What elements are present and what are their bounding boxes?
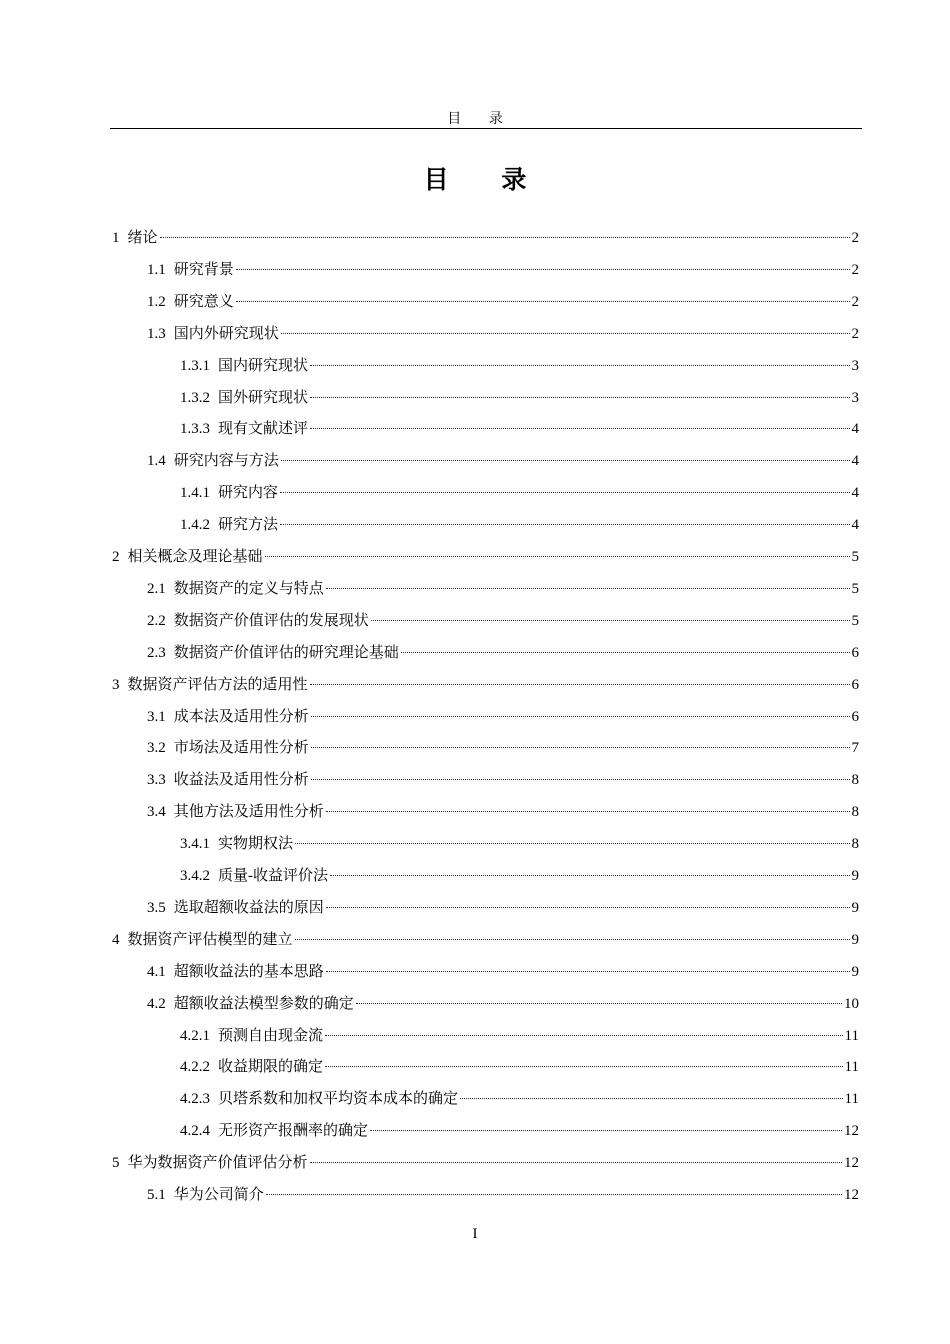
toc-entry[interactable] bbox=[147, 769, 859, 791]
toc-entry-title: 研究背景 bbox=[173, 261, 234, 278]
toc-entry-number: 1.3.3 bbox=[180, 421, 210, 438]
dot-leader bbox=[325, 1033, 843, 1036]
toc-entry[interactable] bbox=[180, 1088, 859, 1110]
toc-entry-page: 6 bbox=[851, 708, 859, 725]
toc-entry[interactable] bbox=[180, 865, 859, 887]
toc-entry-title: 其他方法及适用性分析 bbox=[173, 804, 324, 821]
toc-entry-title: 超额收益法模型参数的确定 bbox=[173, 995, 354, 1012]
dot-leader bbox=[280, 490, 849, 493]
toc-entry-page: 12 bbox=[844, 1123, 859, 1140]
dot-leader bbox=[326, 809, 850, 812]
dot-leader bbox=[295, 937, 850, 940]
toc-entry-page: 4 bbox=[851, 485, 859, 502]
toc-entry-page: 6 bbox=[851, 676, 859, 693]
dot-leader bbox=[326, 969, 850, 972]
toc-entry-title: 研究内容 bbox=[218, 485, 279, 502]
dot-leader bbox=[326, 586, 850, 589]
toc-entry[interactable] bbox=[112, 227, 859, 249]
toc-entry-number: 1 bbox=[112, 230, 120, 246]
toc-entry-number: 4.2.4 bbox=[180, 1123, 210, 1140]
toc-entry-number: 4.2.1 bbox=[180, 1027, 210, 1044]
dot-leader bbox=[236, 267, 850, 270]
toc-entry-page: 6 bbox=[851, 644, 859, 661]
toc-entry-page: 8 bbox=[851, 804, 859, 821]
toc-entry-page: 8 bbox=[851, 836, 859, 853]
toc-entry-number: 3.1 bbox=[147, 708, 166, 725]
toc-entry[interactable] bbox=[147, 610, 859, 632]
toc-entry-page: 9 bbox=[851, 963, 859, 980]
toc-entry-title: 无形资产报酬率的确定 bbox=[218, 1123, 369, 1140]
toc-entry[interactable] bbox=[180, 1056, 859, 1078]
toc-entry-number: 2.3 bbox=[147, 644, 166, 661]
toc-entry[interactable] bbox=[180, 387, 859, 409]
toc-entry[interactable] bbox=[147, 450, 859, 472]
toc-entry-number: 1.3 bbox=[147, 325, 166, 342]
toc-entry[interactable] bbox=[180, 514, 859, 536]
toc-entry-number: 2.2 bbox=[147, 612, 166, 629]
toc-entry[interactable] bbox=[147, 993, 859, 1015]
toc-entry-number: 3.4.1 bbox=[180, 836, 210, 853]
dot-leader bbox=[160, 235, 850, 238]
dot-leader bbox=[310, 426, 849, 429]
toc-entry-number: 3.5 bbox=[147, 899, 166, 916]
toc-entry[interactable] bbox=[147, 291, 859, 313]
dot-leader bbox=[330, 873, 850, 876]
toc-entry[interactable] bbox=[147, 737, 859, 759]
toc-entry-title: 现有文献述评 bbox=[218, 421, 309, 438]
toc-entry-title: 成本法及适用性分析 bbox=[173, 708, 309, 725]
toc-entry-number: 3.2 bbox=[147, 740, 166, 757]
dot-leader bbox=[266, 1192, 842, 1195]
toc-entry-title: 收益期限的确定 bbox=[218, 1059, 324, 1076]
dot-leader bbox=[265, 554, 850, 557]
toc-entry-title: 选取超额收益法的原因 bbox=[173, 899, 324, 916]
toc-entry-number: 3.4.2 bbox=[180, 868, 210, 884]
toc-entry-number: 1.4.2 bbox=[180, 517, 210, 534]
dot-leader bbox=[310, 363, 849, 366]
toc-entry-title: 国内外研究现状 bbox=[173, 325, 279, 342]
toc-entry-title: 质量-收益评价法 bbox=[218, 868, 328, 884]
toc-entry[interactable] bbox=[147, 706, 859, 728]
dot-leader bbox=[310, 395, 849, 398]
toc-entry[interactable] bbox=[112, 1152, 859, 1174]
toc-entry-page: 10 bbox=[844, 995, 859, 1012]
toc-entry-number: 4.2.3 bbox=[180, 1091, 210, 1108]
toc-entry[interactable] bbox=[147, 961, 859, 983]
toc-entry-page: 12 bbox=[844, 1155, 859, 1172]
toc-entry-number: 1.2 bbox=[147, 293, 166, 310]
dot-leader bbox=[326, 905, 850, 908]
dot-leader bbox=[370, 1128, 842, 1131]
page-number: I bbox=[472, 1226, 478, 1242]
toc-entry[interactable] bbox=[180, 482, 859, 504]
toc-entry-number: 3 bbox=[112, 676, 120, 693]
dot-leader bbox=[356, 1001, 842, 1004]
toc-entry-title: 数据资产价值评估的发展现状 bbox=[173, 612, 369, 629]
toc-entry[interactable] bbox=[112, 674, 859, 696]
toc-entry-page: 9 bbox=[851, 868, 859, 884]
toc-entry-title: 数据资产评估模型的建立 bbox=[127, 931, 293, 948]
toc-entry[interactable] bbox=[147, 323, 859, 345]
toc-entry-number: 5.1 bbox=[147, 1187, 166, 1203]
dot-leader bbox=[311, 714, 850, 717]
toc-entry-number: 2.1 bbox=[147, 580, 166, 597]
toc-entry-number: 4.2 bbox=[147, 995, 166, 1012]
toc-entry-title: 预测自由现金流 bbox=[218, 1027, 324, 1044]
toc-entry-page: 12 bbox=[844, 1187, 859, 1203]
toc-entry[interactable] bbox=[180, 355, 859, 377]
toc-entry-number: 1.4 bbox=[147, 453, 166, 470]
toc-entry-page: 8 bbox=[851, 772, 859, 789]
toc-entry-page: 2 bbox=[851, 325, 859, 342]
toc-entry-page: 7 bbox=[851, 740, 859, 757]
toc-entry-number: 2 bbox=[112, 549, 120, 565]
toc-entry-page: 5 bbox=[851, 549, 859, 565]
toc-entry[interactable] bbox=[147, 259, 859, 281]
toc-entry[interactable] bbox=[180, 418, 859, 440]
toc-entry-title: 相关概念及理论基础 bbox=[127, 549, 263, 565]
toc-entry-page: 3 bbox=[851, 389, 859, 406]
toc-entry-title: 超额收益法的基本思路 bbox=[173, 963, 324, 980]
dot-leader bbox=[280, 522, 849, 525]
toc-entry[interactable] bbox=[180, 833, 859, 855]
toc-entry[interactable] bbox=[147, 897, 859, 919]
toc-entry[interactable] bbox=[147, 1184, 859, 1206]
toc-entry-title: 收益法及适用性分析 bbox=[173, 772, 309, 789]
toc-entry-number: 5 bbox=[112, 1155, 120, 1172]
toc-entry-number: 4.1 bbox=[147, 963, 166, 980]
dot-leader bbox=[311, 777, 850, 780]
toc-entry-page: 9 bbox=[851, 931, 859, 948]
toc-entry[interactable] bbox=[147, 801, 859, 823]
toc-entry[interactable] bbox=[147, 578, 859, 600]
toc-entry-title: 研究内容与方法 bbox=[173, 453, 279, 470]
toc-entry-title: 华为数据资产价值评估分析 bbox=[127, 1155, 308, 1172]
toc-entry-title: 数据资产评估方法的适用性 bbox=[127, 676, 308, 693]
dot-leader bbox=[236, 299, 850, 302]
toc-entry-title: 国外研究现状 bbox=[218, 389, 309, 406]
toc-entry-number: 4 bbox=[112, 931, 120, 948]
toc-entry-title: 数据资产价值评估的研究理论基础 bbox=[173, 644, 399, 661]
toc-entry-page: 2 bbox=[851, 293, 859, 310]
dot-leader bbox=[295, 841, 849, 844]
toc-entry-page: 9 bbox=[851, 899, 859, 916]
toc-entry-title: 国内研究现状 bbox=[218, 357, 309, 374]
toc-entry-number: 3.4 bbox=[147, 804, 166, 821]
toc-entry-page: 2 bbox=[851, 230, 859, 246]
toc-entry-page: 4 bbox=[851, 517, 859, 534]
toc-entry-title: 实物期权法 bbox=[218, 836, 294, 853]
toc-entry-title: 绪论 bbox=[127, 230, 158, 246]
toc-entry-page: 4 bbox=[851, 421, 859, 438]
toc-entry[interactable] bbox=[180, 1025, 859, 1047]
header-rule bbox=[110, 128, 862, 129]
toc-entry-number: 3.3 bbox=[147, 772, 166, 789]
toc-entry-number: 4.2.2 bbox=[180, 1059, 210, 1076]
running-header: 目 录 bbox=[447, 112, 515, 127]
toc-entry-title: 市场法及适用性分析 bbox=[173, 740, 309, 757]
toc-entry-page: 3 bbox=[851, 357, 859, 374]
dot-leader bbox=[281, 458, 850, 461]
toc-entry-number: 1.4.1 bbox=[180, 485, 210, 502]
toc-entry[interactable] bbox=[147, 642, 859, 664]
toc-entry-page: 4 bbox=[851, 453, 859, 470]
toc-entry-number: 1.3.1 bbox=[180, 357, 210, 374]
dot-leader bbox=[310, 682, 850, 685]
dot-leader bbox=[310, 1160, 842, 1163]
toc-entry[interactable] bbox=[180, 1120, 859, 1142]
dot-leader bbox=[460, 1096, 843, 1099]
toc-entry-page: 5 bbox=[851, 612, 859, 629]
toc-entry-title: 数据资产的定义与特点 bbox=[173, 580, 324, 597]
toc-entry[interactable] bbox=[112, 546, 859, 568]
toc-entry-title: 研究意义 bbox=[173, 293, 234, 310]
toc-entry-title: 研究方法 bbox=[218, 517, 279, 534]
toc-entry-number: 1.1 bbox=[147, 261, 166, 278]
dot-leader bbox=[371, 618, 850, 621]
toc-entry[interactable] bbox=[112, 929, 859, 951]
toc-entry-page: 5 bbox=[851, 580, 859, 597]
toc-entry-number: 1.3.2 bbox=[180, 389, 210, 406]
toc-entry-page: 11 bbox=[844, 1027, 859, 1044]
dot-leader bbox=[325, 1064, 843, 1067]
toc-entry-title: 华为公司简介 bbox=[173, 1187, 264, 1203]
toc-entry-title: 贝塔系数和加权平均资本成本的确定 bbox=[218, 1091, 459, 1108]
toc-entry-page: 11 bbox=[844, 1059, 859, 1076]
toc-entry-page: 11 bbox=[844, 1091, 859, 1108]
page-title: 目 录 bbox=[423, 165, 549, 194]
dot-leader bbox=[311, 745, 850, 748]
dot-leader bbox=[401, 650, 850, 653]
dot-leader bbox=[281, 331, 850, 334]
toc-entry-page: 2 bbox=[851, 261, 859, 278]
